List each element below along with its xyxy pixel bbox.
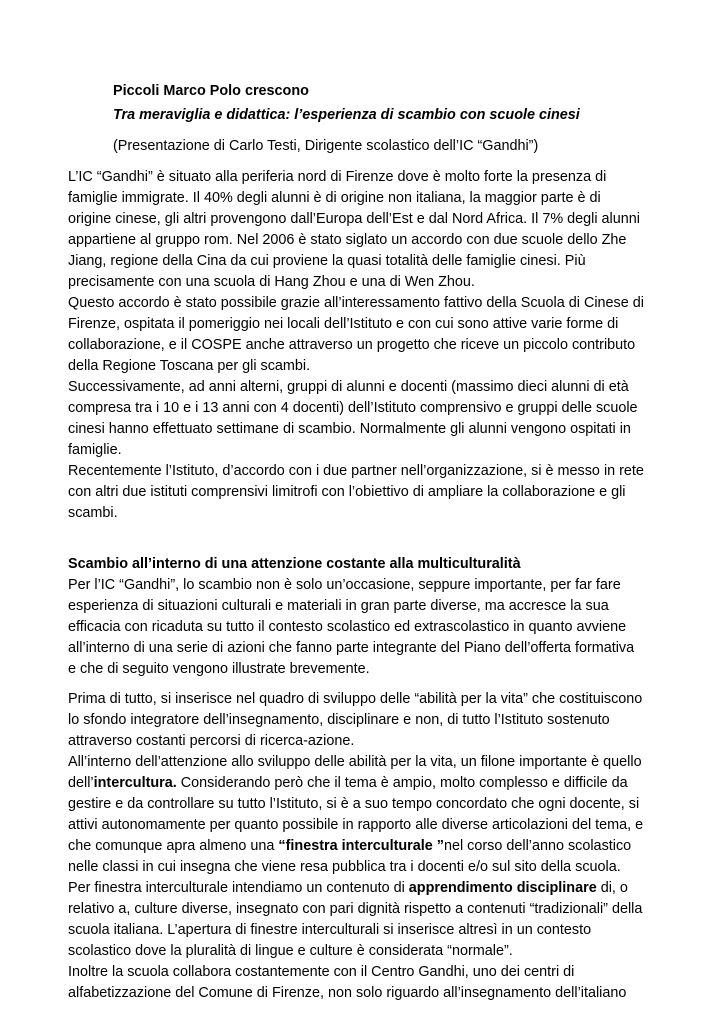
intercultura-emphasis: intercultura. bbox=[93, 775, 177, 791]
text-line-apprendimento bbox=[68, 878, 628, 899]
text-line: con altri due istituti comprensivi limitrofi con l’obiettivo di ampliare la collaborazione e gli bbox=[68, 484, 626, 500]
text-line: Recentemente l’Istituto, d’accordo con i due partner nell’organizzazione, si è messo in rete bbox=[68, 463, 644, 479]
text-line: relativo a, culture diverse, insegnato con pari dignità rispetto a contenuti “tradizionali” della bbox=[68, 901, 643, 917]
title-line-1: Piccoli Marco Polo crescono bbox=[113, 83, 309, 99]
text-line: scuola italiana. L’apertura di finestre interculturali si inserisce altresì in un contesto bbox=[68, 922, 592, 938]
text-segment: Considerando però che il tema è ampio, molto complesso e difficile da bbox=[176, 775, 628, 791]
text-line: lo sfondo integratore dell’insegnamento, disciplinare e non, di tutto l’Istituto sostenuto bbox=[68, 712, 610, 728]
text-line: Per l’IC “Gandhi”, lo scambio non è solo un’occasione, seppure importante, per far fare bbox=[68, 577, 621, 593]
text-line: Prima di tutto, si inserisce nel quadro di sviluppo delle “abilità per la vita” che costituiscono bbox=[68, 691, 643, 707]
text-line: alfabetizzazione del Comune di Firenze, non solo riguardo all’insegnamento dell’italiano bbox=[68, 985, 627, 1001]
text-line: appartiene al gruppo rom. Nel 2006 è stato siglato un accordo con due scuole dello Zhe bbox=[68, 232, 627, 248]
finestra-emphasis: “finestra interculturale ” bbox=[278, 838, 444, 854]
text-line: scambi. bbox=[68, 505, 118, 521]
text-line: L’IC “Gandhi” è situato alla periferia nord di Firenze dove è molto forte la presenza di bbox=[68, 169, 607, 185]
text-line: precisamente con una scuola di Hang Zhou e una di Wen Zhou. bbox=[68, 274, 475, 290]
text-line: Jiang, regione della Cina da cui proviene la quasi totalità delle famiglie cinesi. Più bbox=[68, 253, 586, 269]
text-line: della Regione Toscana per gli scambi. bbox=[68, 358, 311, 374]
text-line: gestire e da controllare su tutto l’Istituto, si è a suo tempo concordato che ogni docente, si bbox=[68, 796, 640, 812]
text-line-finestra bbox=[68, 836, 631, 857]
apprendimento-emphasis: apprendimento disciplinare bbox=[408, 880, 597, 896]
text-segment: dell’ bbox=[68, 775, 94, 791]
text-line: compresa tra i 10 e i 13 anni con 4 docenti) dell’Istituto comprensivo e gruppi delle scuole bbox=[68, 400, 638, 416]
text-line: Firenze, ospitata il pomeriggio nei locali dell’Istituto e con cui sono attive varie forme di bbox=[68, 316, 619, 332]
text-line: e che di seguito vengono illustrate brevemente. bbox=[68, 661, 370, 677]
text-line: nelle classi in cui insegna che viene resa pubblica tra i docenti e/o sul sito della scuola. bbox=[68, 859, 621, 875]
text-line: attraverso costanti percorsi di ricerca-azione. bbox=[68, 733, 355, 749]
text-segment: che comunque apra almeno una bbox=[68, 838, 279, 854]
text-line: esperienza di situazioni culturali e materiali in gran parte diverse, ma accresce la sua bbox=[68, 598, 609, 614]
text-segment: di, o bbox=[596, 880, 628, 896]
text-line: all’interno di una serie di azioni che fanno parte integrante del Piano dell’offerta formativa bbox=[68, 640, 635, 656]
text-line: famiglie. bbox=[68, 442, 122, 458]
text-line: origine cinese, gli altri provengono dall’Europa dell’Est e dal Nord Africa. Il 7% degli alunni bbox=[68, 211, 640, 227]
text-line: Questo accordo è stato possibile grazie all’interessamento fattivo della Scuola di Cinese di bbox=[68, 295, 644, 311]
text-line: famiglie immigrate. Il 40% degli alunni è di origine non italiana, la maggior parte è di bbox=[68, 190, 601, 206]
text-line: cinesi hanno effettuato settimane di scambio. Normalmente gli alunni vengono ospitati in bbox=[68, 421, 631, 437]
text-line: collaborazione, e il COSPE anche attraverso un progetto che riceve un piccolo contributo bbox=[68, 337, 636, 353]
title-line-2: Tra meraviglia e didattica: l’esperienza di scambio con scuole cinesi bbox=[113, 107, 580, 123]
text-line: All’interno dell’attenzione allo sviluppo delle abilità per la vita, un filone importante è quello bbox=[68, 754, 642, 770]
presentation-line: (Presentazione di Carlo Testi, Dirigente scolastico dell’IC “Gandhi”) bbox=[113, 138, 539, 154]
text-line: Inoltre la scuola collabora costantemente con il Centro Gandhi, uno dei centri di bbox=[68, 964, 575, 980]
text-segment: nel corso dell’anno scolastico bbox=[443, 838, 632, 854]
text-line-intercultura bbox=[68, 773, 628, 794]
text-line: efficacia con ricaduta su tutto il contesto scolastico ed extrascolastico in quanto avviene bbox=[68, 619, 627, 635]
section-heading: Scambio all’interno di una attenzione costante alla multiculturalità bbox=[68, 556, 521, 572]
text-line: Successivamente, ad anni alterni, gruppi di alunni e docenti (massimo dieci alunni di età bbox=[68, 379, 629, 395]
text-line: attivi autonomamente per quanto possibile in rapporto alle diverse articolazioni del tema, e bbox=[68, 817, 644, 833]
text-line: scolastico dove la pluralità di lingue e culture è considerata “normale”. bbox=[68, 943, 513, 959]
text-segment: Per finestra interculturale intendiamo un contenuto di bbox=[68, 880, 409, 896]
